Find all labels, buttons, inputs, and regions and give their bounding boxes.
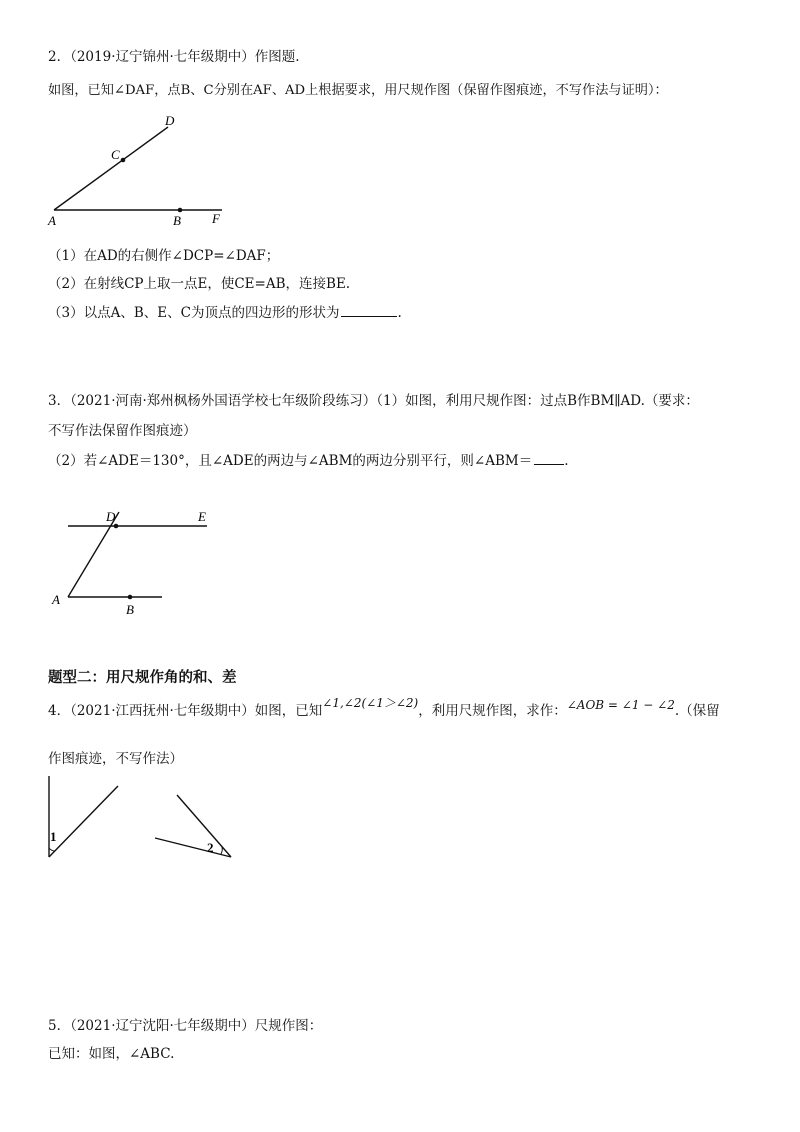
label-2: 2 (207, 840, 214, 855)
q4-line2: 作图痕迹，不写作法） (48, 751, 183, 767)
label-a: A (48, 213, 56, 228)
label-1: 1 (50, 829, 57, 844)
q4-given: ∠1,∠2(∠1＞∠2) (322, 696, 419, 710)
label-e: E (198, 509, 206, 524)
q2-item2: （2）在射线CP上取一点E，使CE=AB，连接BE. (48, 276, 351, 292)
q2-intro: 如图，已知∠DAF，点B、C分别在AF、AD上根据要求，用尺规作图（保留作图痕迹，不写作法与证明）： (48, 83, 668, 98)
label-b: B (173, 213, 181, 228)
q5-line1: 5．（2021·辽宁沈阳·七年级期中）尺规作图： (48, 1018, 323, 1034)
q2-header: 2．（2019·辽宁锦州·七年级期中）作图题. (48, 49, 300, 65)
angle2-arm-left (155, 838, 231, 857)
q2-item3-end: . (397, 305, 402, 321)
label-d: D (165, 113, 175, 128)
q4-target: ∠AOB = ∠1 − ∠2 (566, 698, 675, 712)
angle2-arm-up (177, 795, 231, 857)
q5-line2: 已知：如图，∠ABC. (48, 1046, 175, 1062)
q4-line1-b: ，利用尺规作图，求作： (418, 703, 567, 719)
q3-line2: 不写作法保留作图痕迹） (48, 423, 197, 439)
label-d: D (106, 509, 116, 524)
q3-line1: 3．（2021·河南·郑州枫杨外国语学校七年级阶段练习）（1）如图，利用尺规作图：过点B作BM∥AD.（要求： (48, 393, 699, 409)
angle1-slanted (49, 786, 118, 857)
section-title: 题型二：用尺规作角的和、差 (48, 670, 237, 686)
q4-line1-c: .（保留 (674, 703, 720, 719)
label-c: C (111, 147, 120, 162)
label-b: B (126, 602, 134, 617)
angle1-arc (49, 848, 55, 851)
label-f: F (212, 211, 220, 226)
label-a: A (52, 592, 60, 607)
q2-item3-text: （3）以点A、B、E、C为顶点的四边形的形状为 (48, 305, 340, 321)
q3-line3-text: （2）若∠ADE＝130°，且∠ADE的两边与∠ABM的两边分别平行，则∠ABM＝ (48, 453, 533, 469)
angle2-arc (221, 847, 222, 854)
q3-line3-end: . (564, 453, 569, 469)
q2-item1: （1）在AD的右侧作∠DCP=∠DAF； (48, 248, 280, 264)
q4-line1-a: 4．（2021·江西抚州·七年级期中）如图，已知 (48, 703, 323, 719)
